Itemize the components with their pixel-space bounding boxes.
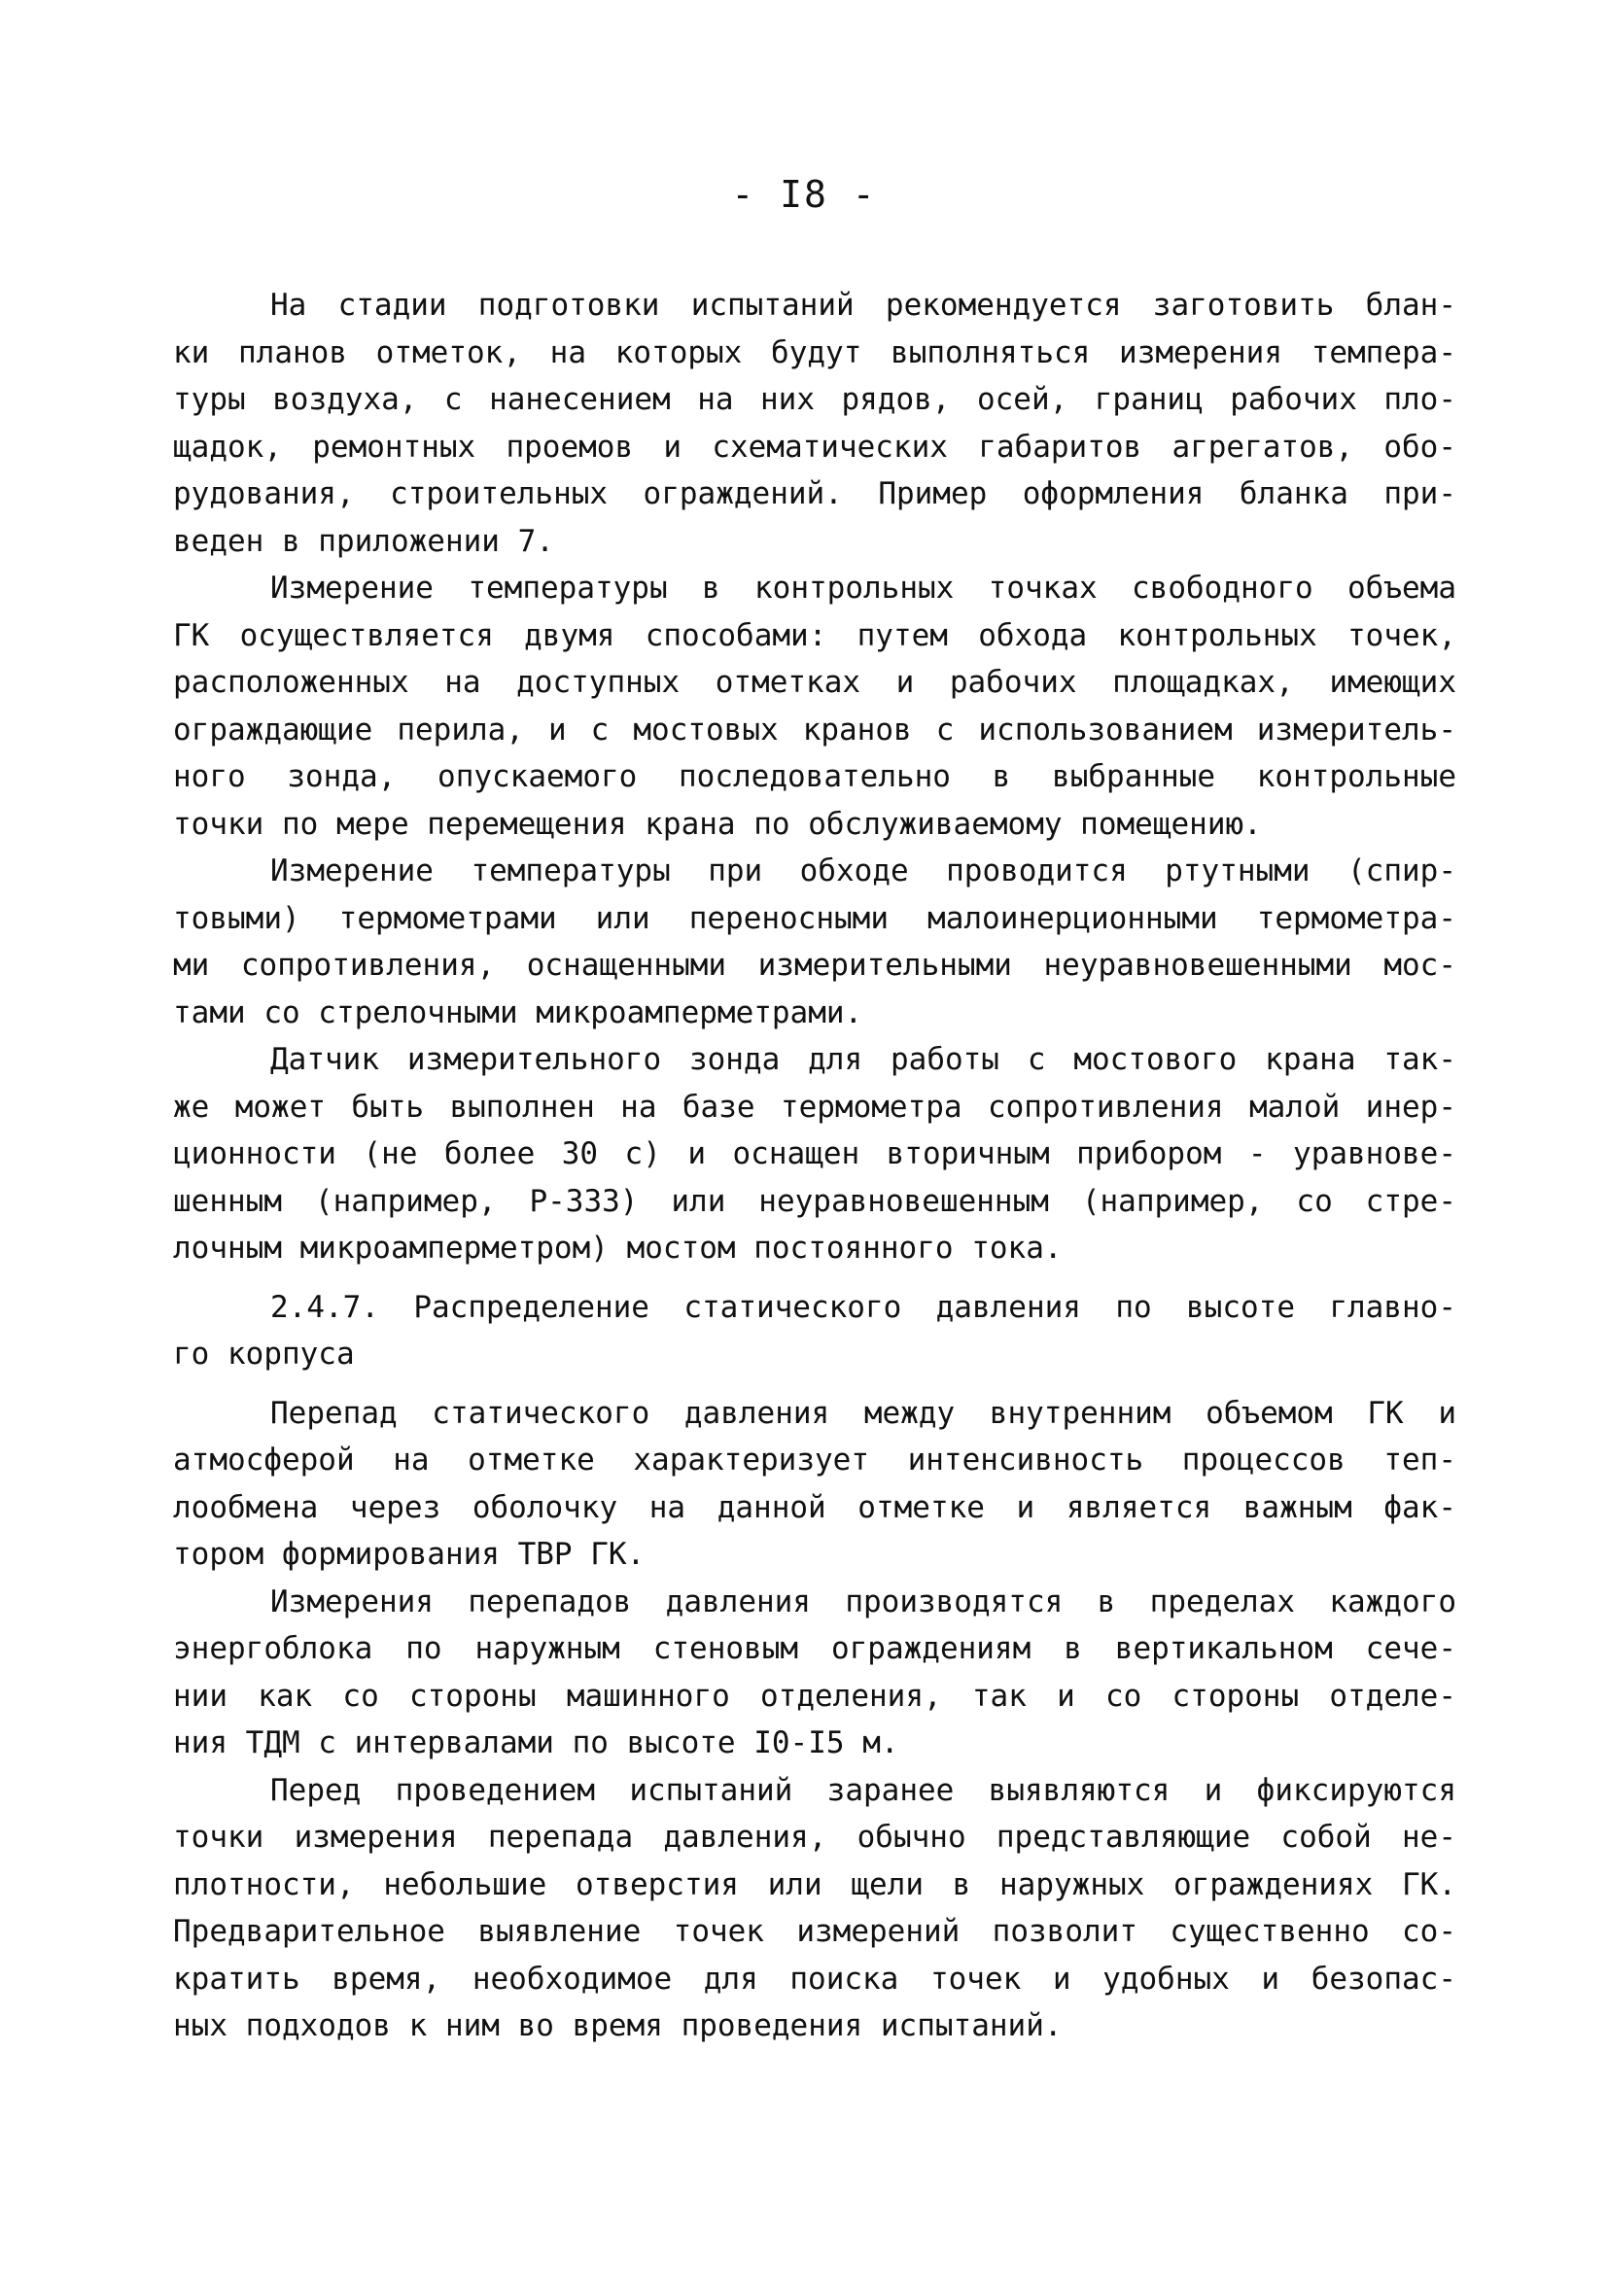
text-line: тами со стрелочными микроамперметрами. [173, 994, 863, 1030]
text-line: Перепад статического давления между внутренним объемом ГК и [270, 1395, 1456, 1431]
text-line: Измерение температуры в контрольных точках свободного объема [270, 571, 1456, 606]
text-line: лочным микроамперметром) мостом постоянного тока. [173, 1231, 1063, 1266]
text-line: расположенных на доступных отметках и рабочих площадках, имеющих [173, 665, 1456, 700]
text-line: плотности, небольшие отверстия или щели в наружных ограждениях ГК. [173, 1866, 1456, 1902]
text-line: точки по мере перемещения крана по обслуживаемому помещению. [173, 806, 1262, 842]
text-line: энергоблока по наружным стеновым ограждениям в вертикальном сече- [173, 1631, 1456, 1666]
text-line: атмосферой на отметке характеризует интенсивность процессов теп- [173, 1443, 1456, 1478]
text-line: Перед проведением испытаний заранее выявляются и фиксируются [270, 1772, 1456, 1808]
text-line: тором формирования ТВР ГК. [173, 1537, 646, 1572]
text-line: ки планов отметок, на которых будут выполняться измерения темпера- [173, 334, 1456, 370]
text-line: Датчик измерительного зонда для работы с мостового крана так- [270, 1042, 1456, 1077]
text-line: ных подходов к ним во время проведения испытаний. [173, 2008, 1063, 2043]
text-line: нии как со стороны машинного отделения, так и со стороны отделе- [173, 1678, 1456, 1714]
text-line: На стадии подготовки испытаний рекомендуется заготовить блан- [270, 288, 1456, 323]
text-line: ми сопротивления, оснащенными измерительными неуравновешенными мос- [173, 948, 1456, 983]
text-line: щадок, ремонтных проемов и схематических габаритов агрегатов, обо- [173, 429, 1456, 465]
text-line: ограждающие перила, и с мостовых кранов с использованием измеритель- [173, 712, 1456, 748]
text-line: 2.4.7. Распределение статического давления по высоте главно- [270, 1289, 1456, 1325]
text-line: ГК осуществляется двумя способами: путем обхода контрольных точек, [173, 617, 1456, 653]
text-line: товыми) термометрами или переносными малоинерционными термометра- [173, 900, 1456, 936]
text-line: Измерение температуры при обходе проводится ртутными (спир- [270, 853, 1456, 888]
text-line: го корпуса [173, 1337, 355, 1372]
text-line: ционности (не более 30 с) и оснащен вторичным прибором - уравнове- [173, 1136, 1456, 1171]
text-line: же может быть выполнен на базе термометра сопротивления малой инер- [173, 1089, 1456, 1125]
text-line: лообмена через оболочку на данной отметке и является важным фак- [173, 1489, 1456, 1525]
text-line: Предварительное выявление точек измерений позволит существенно со- [173, 1914, 1456, 1949]
text-line: точки измерения перепада давления, обычно представляющие собой не- [173, 1820, 1456, 1855]
paragraph-gap [173, 1272, 1456, 1284]
paragraph-gap [173, 1378, 1456, 1390]
text-line: рудования, строительных ограждений. Пример оформления бланка при- [173, 476, 1456, 511]
text-line: кратить время, необходимое для поиска точек и удобных и безопас- [173, 1961, 1456, 1997]
text-line: ного зонда, опускаемого последовательно в выбранные контрольные [173, 759, 1456, 794]
text-line: шенным (например, Р-333) или неуравновешенным (например, со стре- [173, 1183, 1456, 1219]
text-line: туры воздуха, с нанесением на них рядов, осей, границ рабочих пло- [173, 382, 1456, 417]
page-number: - I8 - [731, 173, 877, 216]
text-line: Измерения перепадов давления производятся в пределах каждого [270, 1583, 1456, 1619]
body-text [173, 282, 1456, 2050]
text-line: ния ТДМ с интервалами по высоте I0-I5 м. [173, 1725, 899, 1760]
text-line: веден в приложении 7. [173, 523, 554, 559]
